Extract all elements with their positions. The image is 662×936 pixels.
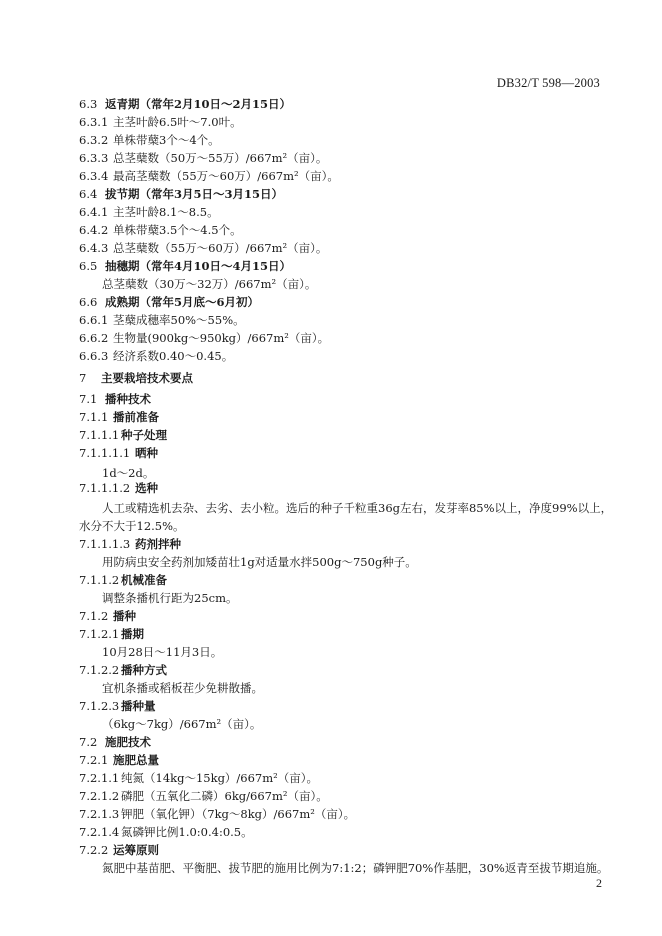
clause-text: 总茎蘖数（30万～32万）/667m²（亩）。 (102, 277, 317, 291)
clause-body-text (102, 501, 612, 515)
clause-text: 选种 (135, 481, 158, 495)
clause-number: 6.4.1 (79, 205, 109, 219)
clause-text: 宜机条播或稻板茬少免耕散播。 (102, 681, 263, 695)
clause-number: 7.2 (79, 735, 98, 749)
clause-line (79, 825, 253, 839)
clause-number: 6.6.3 (79, 349, 109, 363)
clause-text: 1d～2d。 (102, 466, 155, 480)
clause-line (79, 223, 242, 237)
clause-text: 播种方式 (121, 663, 167, 677)
clause-body-text (102, 717, 261, 731)
clause-text: 总茎蘖数（50万～55万）/667m²（亩）。 (113, 151, 328, 165)
clause-text: 晒种 (135, 446, 158, 460)
clause-text: 10月28日～11月3日。 (102, 645, 223, 659)
clause-text: 播种技术 (105, 392, 151, 406)
clause-number: 6.3 (79, 97, 98, 111)
clause-text: 单株带蘖3个～4个。 (113, 133, 220, 147)
clause-text: 播期 (121, 627, 144, 641)
clause-text: 茎蘖成穗率50%～55%。 (113, 313, 245, 327)
clause-number: 6.4 (79, 187, 98, 201)
clause-text: 播种量 (121, 699, 156, 713)
clause-number: 7.1.2.2 (79, 663, 120, 677)
clause-line (79, 97, 291, 111)
clause-number: 7.1.2.1 (79, 627, 120, 641)
clause-number: 7.1.1.1 (79, 428, 120, 442)
clause-line (79, 537, 181, 551)
clause-number: 7.2.1.1 (79, 771, 120, 785)
clause-body-text (102, 591, 237, 605)
clause-line (79, 313, 245, 327)
clause-text: 成熟期（常年5月底～6月初） (105, 295, 260, 309)
clause-line (79, 789, 328, 803)
clause-text: 人工或精选机去杂、去劣、去小粒。选后的种子千粒重36g左右，发芽率85%以上，净度99%以上， (102, 501, 613, 515)
clause-text: 种子处理 (121, 428, 167, 442)
clause-body-text (102, 861, 608, 875)
clause-body-text (102, 681, 263, 695)
clause-text: 抽穗期（常年4月10日～4月15日） (105, 259, 292, 273)
clause-number: 6.3.4 (79, 169, 109, 183)
clause-number: 6.3.3 (79, 151, 109, 165)
clause-text: 经济系数0.40～0.45。 (113, 349, 234, 363)
clause-text: 拔节期（常年3月5日～3月15日） (105, 187, 284, 201)
clause-number: 6.3.1 (79, 115, 109, 129)
clause-text: 播前准备 (113, 410, 159, 424)
clause-line (79, 115, 242, 129)
clause-line (79, 771, 318, 785)
clause-line (79, 133, 220, 147)
clause-line (79, 446, 158, 460)
clause-line (79, 735, 151, 749)
clause-text: 单株带蘖3.5个～4.5个。 (113, 223, 242, 237)
clause-line (79, 151, 327, 165)
clause-line (79, 371, 193, 385)
clause-line (79, 753, 159, 767)
clause-line (79, 573, 167, 587)
clause-body-text (102, 466, 154, 480)
clause-body-text (102, 555, 417, 569)
clause-number: 7.1.1.2 (79, 573, 120, 587)
clause-line (79, 807, 355, 821)
standard-code-header: DB32/T 598—2003 (496, 76, 600, 90)
clause-line (79, 349, 233, 363)
clause-text: 磷肥（五氧化二磷）6kg/667m²（亩）。 (121, 789, 328, 803)
clause-text: （6kg～7kg）/667m²（亩）。 (102, 717, 262, 731)
clause-text: 生物量(900kg～950kg）/667m²（亩）。 (113, 331, 330, 345)
clause-number: 7.2.1.4 (79, 825, 120, 839)
clause-number: 6.5 (79, 259, 98, 273)
clause-line (79, 627, 144, 641)
clause-number: 6.4.3 (79, 241, 109, 255)
clause-text: 氮磷钾比例1.0:0.4:0.5。 (121, 825, 253, 839)
clause-body-text (79, 519, 185, 533)
clause-line (79, 392, 151, 406)
clause-text: 调整条播机行距为25cm。 (102, 591, 238, 605)
clause-line (79, 241, 327, 255)
clause-line (79, 295, 259, 309)
clause-text: 施肥技术 (105, 735, 151, 749)
clause-text: 最高茎蘖数（55万～60万）/667m²（亩）。 (113, 169, 339, 183)
clause-text: 主要栽培技术要点 (101, 371, 193, 385)
clause-number: 7.1.2.3 (79, 699, 120, 713)
clause-number: 6.4.2 (79, 223, 109, 237)
clause-number: 7.1.1 (79, 410, 109, 424)
clause-text: 主茎叶龄8.1～8.5。 (113, 205, 219, 219)
clause-number: 7.1.1.1.2 (79, 481, 131, 495)
clause-number: 7.1.2 (79, 609, 109, 623)
clause-line (79, 663, 167, 677)
clause-text: 药剂拌种 (135, 537, 181, 551)
clause-number: 6.6.1 (79, 313, 109, 327)
clause-number: 6.6.2 (79, 331, 109, 345)
clause-body-text (102, 277, 316, 291)
clause-number: 7.2.2 (79, 843, 109, 857)
clause-line (79, 609, 136, 623)
clause-line (79, 259, 291, 273)
clause-number: 7.1.1.1.3 (79, 537, 131, 551)
clause-line (79, 187, 283, 201)
clause-number: 7.2.1.3 (79, 807, 120, 821)
clause-line (79, 331, 329, 345)
clause-number: 7 (79, 371, 87, 385)
clause-line (79, 410, 159, 424)
clause-number: 6.6 (79, 295, 98, 309)
clause-body-text (102, 645, 222, 659)
clause-number: 7.1.1.1.1 (79, 446, 131, 460)
clause-number: 7.2.1 (79, 753, 109, 767)
clause-line (79, 169, 339, 183)
clause-text: 机械准备 (121, 573, 167, 587)
clause-line (79, 843, 159, 857)
clause-text: 总茎蘖数（55万～60万）/667m²（亩）。 (113, 241, 328, 255)
clause-text: 运筹原则 (113, 843, 159, 857)
clause-text: 播种 (113, 609, 136, 623)
clause-line (79, 205, 219, 219)
clause-text: 施肥总量 (113, 753, 159, 767)
clause-text: 水分不大于12.5%。 (79, 519, 185, 533)
clause-number: 7.2.1.2 (79, 789, 120, 803)
clause-line (79, 428, 167, 442)
clause-text: 主茎叶龄6.5叶～7.0叶。 (113, 115, 242, 129)
clause-text: 氮肥中基苗肥、平衡肥、拔节肥的施用比例为7:1:2；磷钾肥70%作基肥，30%返青至拔节期追施。 (102, 861, 609, 875)
clause-line (79, 699, 156, 713)
clause-line (79, 481, 158, 495)
clause-text: 钾肥（氧化钾）（7kg～8kg）/667m²（亩）。 (121, 807, 356, 821)
clause-number: 6.3.2 (79, 133, 109, 147)
clause-text: 返青期（常年2月10日～2月15日） (105, 97, 292, 111)
clause-text: 纯氮（14kg～15kg）/667m²（亩）。 (121, 771, 319, 785)
clause-text: 用防病虫安全药剂加矮苗壮1g对适量水拌500g～750g种子。 (102, 555, 417, 569)
page-number: 2 (596, 876, 602, 890)
clause-number: 7.1 (79, 392, 98, 406)
